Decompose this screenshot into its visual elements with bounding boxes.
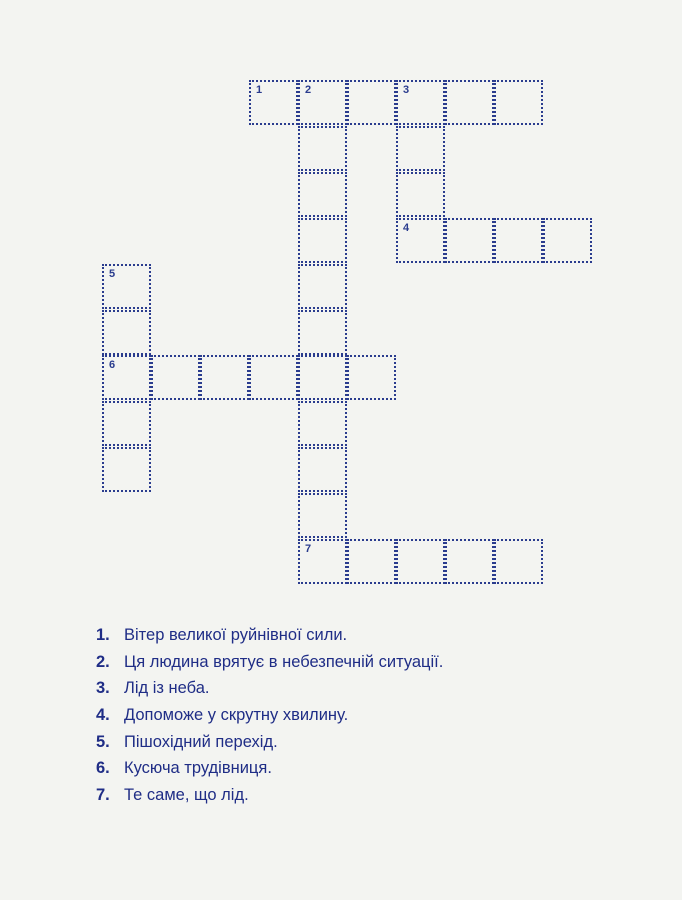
- crossword-cell[interactable]: [298, 80, 347, 125]
- clue-text: Пішохідний перехід.: [124, 732, 278, 751]
- clue-text: Те саме, що лід.: [124, 786, 249, 805]
- crossword-cell[interactable]: [298, 310, 347, 355]
- crossword-cell[interactable]: [298, 126, 347, 171]
- crossword-cell[interactable]: [445, 218, 494, 263]
- crossword-cell[interactable]: [396, 126, 445, 171]
- crossword-cell[interactable]: [298, 447, 347, 492]
- clue-number: 3.: [96, 679, 110, 698]
- clue-item: [96, 649, 443, 676]
- clue-number: 5.: [96, 732, 110, 751]
- crossword-cell[interactable]: [494, 80, 543, 125]
- clue-number: 6.: [96, 759, 110, 778]
- crossword-cell[interactable]: [396, 80, 445, 125]
- crossword-cell[interactable]: [200, 355, 249, 400]
- clue-number: 7.: [96, 786, 110, 805]
- clue-item: [96, 782, 443, 809]
- crossword-cell[interactable]: [298, 218, 347, 263]
- clue-text: Допоможе у скрутну хвилину.: [124, 706, 349, 725]
- crossword-cell[interactable]: [102, 310, 151, 355]
- cell-number: 6: [109, 359, 116, 372]
- crossword-cell[interactable]: [249, 355, 298, 400]
- crossword-cell[interactable]: [347, 355, 396, 400]
- crossword-cell[interactable]: [298, 355, 347, 400]
- clue-text: Кусюча трудівниця.: [124, 759, 272, 778]
- clue-text: Лід із неба.: [124, 679, 210, 698]
- crossword-cell[interactable]: [298, 264, 347, 309]
- crossword-cell[interactable]: [494, 218, 543, 263]
- clue-item: [96, 622, 443, 649]
- clue-item: [96, 729, 443, 756]
- crossword-cell[interactable]: [298, 172, 347, 217]
- crossword-cell[interactable]: [102, 264, 151, 309]
- crossword-cell[interactable]: [396, 172, 445, 217]
- crossword-cell[interactable]: [298, 401, 347, 446]
- crossword-cell[interactable]: [543, 218, 592, 263]
- crossword-cell[interactable]: [298, 539, 347, 584]
- crossword-cell[interactable]: [396, 539, 445, 584]
- cell-number: 7: [305, 543, 312, 555]
- cell-number: 4: [403, 221, 410, 234]
- crossword-cell[interactable]: [249, 80, 298, 125]
- crossword-cell[interactable]: [102, 401, 151, 446]
- clue-number: 4.: [96, 706, 110, 725]
- clue-item: [96, 675, 443, 702]
- crossword-cell[interactable]: [151, 355, 200, 400]
- crossword-cell[interactable]: [102, 355, 151, 400]
- cell-number: 5: [109, 267, 116, 280]
- crossword-cell[interactable]: [396, 218, 445, 263]
- clue-item: [96, 755, 443, 782]
- cell-number: 2: [305, 84, 312, 96]
- clue-text: Вітер великої руйнівної сили.: [124, 626, 348, 644]
- clue-number: 2.: [96, 652, 110, 671]
- clue-list: [96, 622, 443, 809]
- crossword-cell[interactable]: [102, 447, 151, 492]
- clue-item: [96, 702, 443, 729]
- crossword-cell[interactable]: [445, 80, 494, 125]
- cell-number: 3: [403, 84, 410, 96]
- cell-number: 1: [256, 84, 263, 96]
- crossword-cell[interactable]: [445, 539, 494, 584]
- crossword-cell[interactable]: [347, 539, 396, 584]
- clue-text: Ця людина врятує в небезпечній ситуації.: [124, 652, 444, 671]
- clue-number: 1.: [96, 626, 110, 644]
- crossword-cell[interactable]: [494, 539, 543, 584]
- crossword-cell[interactable]: [298, 493, 347, 538]
- crossword-cell[interactable]: [347, 80, 396, 125]
